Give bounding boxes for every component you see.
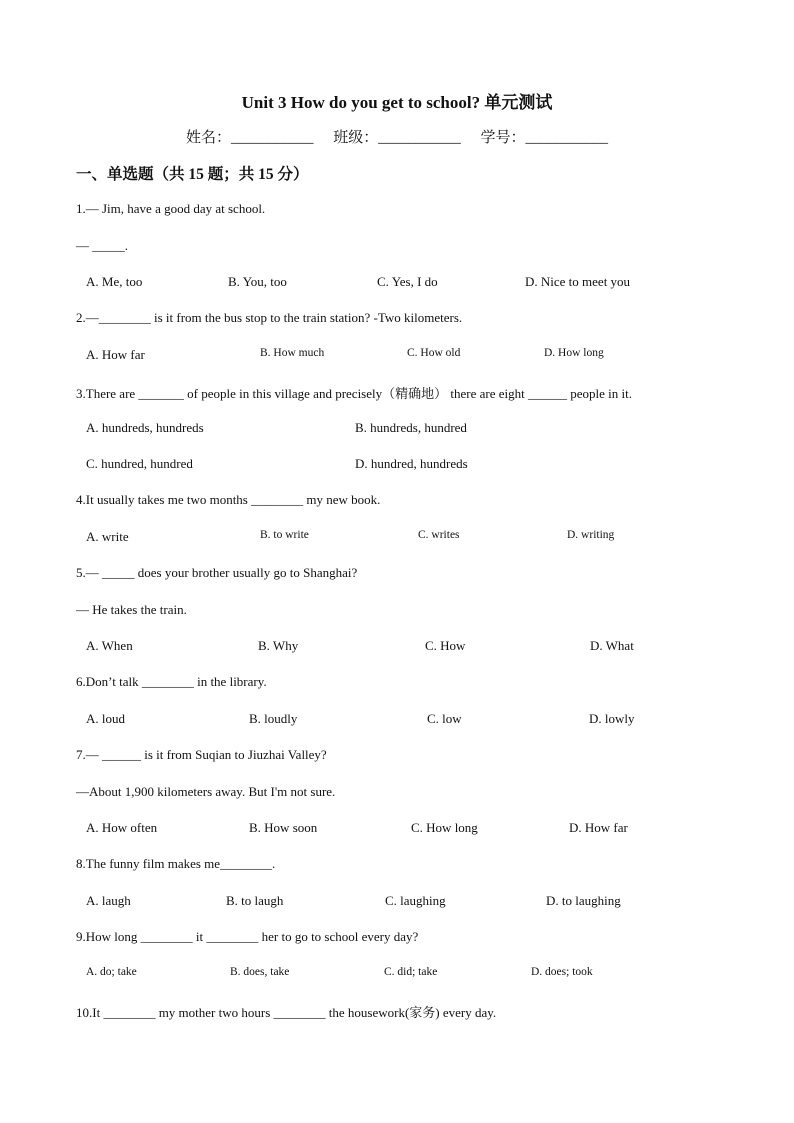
question-4-option-a[interactable]: A. write (86, 529, 129, 544)
question-3-stem: 3.There are _______ of people in this village and precisely（精确地） there are eight ______ people in it. (76, 386, 632, 401)
question-7-option-d[interactable]: D. How far (569, 820, 628, 835)
question-5-response: — He takes the train. (76, 602, 187, 617)
question-5-stem: 5.— _____ does your brother usually go to Shanghai? (76, 565, 358, 580)
question-5-option-b[interactable]: B. Why (258, 638, 299, 653)
section-title: 一、单选题（共 15 题；共 15 分） (76, 166, 309, 183)
question-6-option-b[interactable]: B. loudly (249, 711, 298, 726)
question-5-option-d[interactable]: D. What (590, 638, 634, 653)
question-7-option-a[interactable]: A. How often (86, 820, 158, 835)
question-2-option-c[interactable]: C. How old (407, 347, 461, 359)
question-9-option-a[interactable]: A. do; take (86, 966, 137, 978)
question-9-option-c[interactable]: C. did; take (384, 966, 438, 978)
question-8-option-a[interactable]: A. laugh (86, 893, 131, 908)
question-8-option-b[interactable]: B. to laugh (226, 893, 284, 908)
question-9-option-b[interactable]: B. does, take (230, 966, 290, 978)
question-8-stem: 8.The funny film makes me________. (76, 856, 276, 871)
question-2-stem: 2.—________ is it from the bus stop to the train station? -Two kilometers. (76, 310, 463, 325)
question-6-option-d[interactable]: D. lowly (589, 711, 635, 726)
question-9-stem: 9.How long ________ it ________ her to go to school every day? (76, 929, 419, 944)
question-1-option-d[interactable]: D. Nice to meet you (525, 274, 631, 289)
question-1-option-a[interactable]: A. Me, too (86, 274, 143, 289)
question-6-option-a[interactable]: A. loud (86, 711, 125, 726)
name-field[interactable]: 姓名：___________ (185, 130, 314, 146)
question-3-option-d[interactable]: D. hundred, hundreds (355, 456, 468, 471)
question-5-option-c[interactable]: C. How (425, 638, 466, 653)
question-6-option-c[interactable]: C. low (427, 711, 462, 726)
question-4-option-d[interactable]: D. writing (567, 529, 615, 541)
question-9-option-d[interactable]: D. does; took (531, 966, 593, 978)
question-7-response: —About 1,900 kilometers away. But I'm not sure. (76, 784, 336, 799)
question-1-option-b[interactable]: B. You, too (228, 274, 287, 289)
question-3-option-a[interactable]: A. hundreds, hundreds (86, 420, 204, 435)
question-10-stem: 10.It ________ my mother two hours ________ the housework(家务) every day. (76, 1005, 497, 1020)
page-title: Unit 3 How do you get to school? 单元测试 (241, 93, 553, 112)
question-8-option-d[interactable]: D. to laughing (546, 893, 621, 908)
question-7-option-c[interactable]: C. How long (411, 820, 478, 835)
question-4-stem: 4.It usually takes me two months ________ my new book. (76, 492, 381, 507)
question-7-stem: 7.— ______ is it from Suqian to Jiuzhai Valley? (76, 747, 327, 762)
student-info-row (0, 126, 794, 147)
question-2-option-d[interactable]: D. How long (544, 347, 604, 359)
question-4-option-c[interactable]: C. writes (418, 529, 460, 541)
question-8-option-c[interactable]: C. laughing (385, 893, 446, 908)
question-7-option-b[interactable]: B. How soon (249, 820, 318, 835)
question-5-option-a[interactable]: A. When (86, 638, 133, 653)
question-1-option-c[interactable]: C. Yes, I do (377, 274, 438, 289)
question-3-option-b[interactable]: B. hundreds, hundred (355, 420, 467, 435)
question-6-stem: 6.Don’t talk ________ in the library. (76, 674, 267, 689)
student-id-field[interactable]: 学号：___________ (480, 130, 609, 146)
question-1-stem: 1.— Jim, have a good day at school. (76, 201, 266, 216)
question-3-option-c[interactable]: C. hundred, hundred (86, 456, 193, 471)
question-2-option-b[interactable]: B. How much (260, 347, 325, 359)
class-field[interactable]: 班级：___________ (333, 130, 461, 146)
question-2-option-a[interactable]: A. How far (86, 347, 145, 362)
question-1-response: — _____. (76, 238, 128, 253)
question-4-option-b[interactable]: B. to write (260, 529, 309, 541)
